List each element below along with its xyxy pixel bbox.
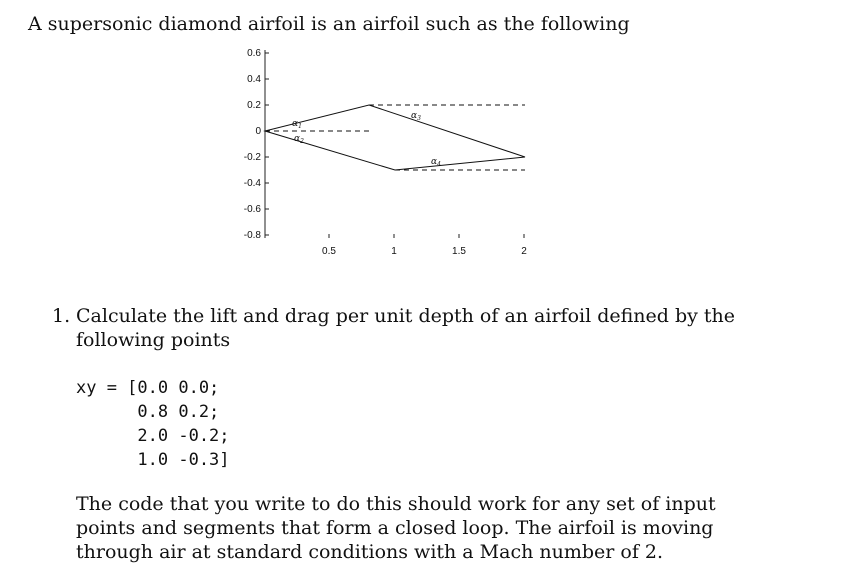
code-line: xy = [0.0 0.0;: [76, 378, 220, 398]
y-tick-label: -0.4: [243, 178, 261, 189]
reference-lines: [265, 105, 525, 170]
y-tick-label: 0.2: [247, 100, 261, 111]
closing-paragraph: The code that you write to do this should work for any set of input points and segments that form a closed loop. The airfoil is moving through air at standard conditions with a Mach number of 2.: [76, 493, 716, 563]
x-tick-label: 1: [391, 246, 397, 257]
y-ticks: [265, 53, 269, 235]
code-line: 0.8 0.2;: [76, 402, 220, 422]
x-ticks: [329, 234, 524, 238]
angle-label-alpha1: $\alpha_1$: [292, 119, 302, 130]
y-tick-label: -0.6: [243, 204, 261, 215]
code-block: [76, 376, 230, 472]
code-line: 1.0 -0.3]: [76, 450, 230, 470]
problem-number: 1.: [52, 305, 71, 327]
x-tick-label: 0.5: [322, 246, 336, 257]
airfoil-figure: [225, 40, 535, 265]
x-tick-label: 1.5: [452, 246, 466, 257]
intro-text: A supersonic diamond airfoil is an airfoil such as the following: [28, 13, 630, 35]
y-tick-label: -0.2: [243, 152, 261, 163]
y-tick-label: 0.4: [247, 74, 261, 85]
y-tick-label: 0.6: [247, 48, 261, 59]
y-tick-label: 0: [255, 126, 261, 137]
code-line: 2.0 -0.2;: [76, 426, 230, 446]
angle-label-alpha4: $\alpha_4$: [431, 157, 441, 168]
x-tick-labels: [322, 246, 527, 257]
angle-label-alpha3: $\alpha_3$: [411, 111, 421, 122]
angle-label-alpha2: $\alpha_2$: [294, 134, 304, 145]
x-tick-label: 2: [521, 246, 527, 257]
airfoil-outline: [265, 105, 525, 170]
y-tick-labels: [244, 48, 262, 241]
y-tick-label: -0.8: [243, 230, 261, 241]
problem-text: Calculate the lift and drag per unit depth of an airfoil defined by the following points: [76, 305, 736, 351]
problem-1: [52, 304, 772, 352]
